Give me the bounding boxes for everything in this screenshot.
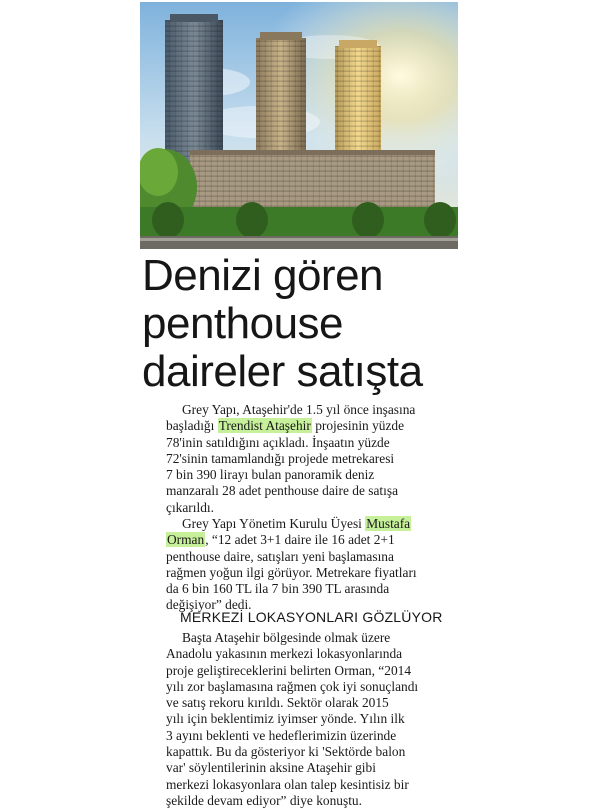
paragraph-line: merkezi lokasyonlara olan talep kesintisiz bir xyxy=(166,776,409,792)
paragraph-line: rağmen yoğun ilgi görüyor. Metrekare fiyatları xyxy=(166,564,417,580)
paragraph-line xyxy=(166,516,466,532)
paragraph-line: penthouse daire, satışları yeni başlamasına xyxy=(166,548,394,564)
paragraph-line: 3 ayını beklenti ve hedeflerimizin üzerinde xyxy=(166,727,397,743)
paragraph-line: Grey Yapı, Ataşehir'de 1.5 yıl önce inşasına xyxy=(182,402,416,417)
headline-line-3: daireler satışta xyxy=(142,347,423,396)
paragraph-line: proje geliştireceklerini belirten Orman, “2014 xyxy=(166,662,412,678)
headline-line-2: penthouse xyxy=(142,299,344,348)
paragraph-line: 78'inin satıldığını açıkladı. İnşaatın yüzde xyxy=(166,434,390,450)
paragraph-text: başladığı xyxy=(166,418,218,434)
paragraph-intro xyxy=(166,402,466,516)
paragraph-line: 72'sinin tamamlandığı projede metrekaresi xyxy=(166,450,395,466)
paragraph-line: ve satış rekoru kırıldı. Sektör olarak 2015 xyxy=(166,695,389,711)
paragraph-line: Başta Ataşehir bölgesinde olmak üzere xyxy=(182,630,391,645)
paragraph-line: yılı için beklentimiz iyimser yönde. Yılın ilk xyxy=(166,711,405,727)
paragraph-line xyxy=(166,418,466,434)
section-subheading: MERKEZİ LOKASYONLARI GÖZLÜYOR xyxy=(180,609,443,625)
paragraph-line: yılı zor başlamasına rağmen çok iyi sonuçlandı xyxy=(166,678,419,694)
paragraph-line xyxy=(166,532,466,548)
paragraph-text: projesinin yüzde xyxy=(311,418,405,434)
paragraph-line: var' söylentilerinin aksine Ataşehir gibi xyxy=(166,760,376,776)
paragraph-text: , “12 adet 3+1 daire ile 16 adet 2+1 xyxy=(205,532,395,548)
paragraph-line: değişiyor” dedi. xyxy=(166,597,252,613)
paragraph-line: çıkarıldı. xyxy=(166,499,214,515)
paragraph-line: 7 bin 390 lirayı bulan panoramik deniz xyxy=(166,467,375,483)
headline-line-1: Denizi gören xyxy=(142,251,384,300)
paragraph-locations xyxy=(166,630,466,809)
paragraph-text: Grey Yapı Yönetim Kurulu Üyesi xyxy=(182,516,366,531)
highlight-person-name: Mustafa xyxy=(366,516,411,531)
highlight-person-surname: Orman xyxy=(167,532,205,548)
highlight-project-name: Trendist Ataşehir xyxy=(218,418,311,434)
paragraph-line: kapattık. Bu da gösteriyor ki 'Sektörde balon xyxy=(166,744,406,760)
paragraph-quote xyxy=(166,516,466,614)
article-headline xyxy=(142,252,472,396)
paragraph-line: Anadolu yakasının merkezi lokasyonlarında xyxy=(166,646,403,662)
article-photo-towers xyxy=(140,2,458,249)
paragraph-line: şekilde devam ediyor” diye konuştu. xyxy=(166,792,362,808)
paragraph-line: da 6 bin 160 TL ila 7 bin 390 TL arasında xyxy=(166,581,390,597)
paragraph-line: manzaralı 28 adet penthouse daire de satışa xyxy=(166,483,399,499)
